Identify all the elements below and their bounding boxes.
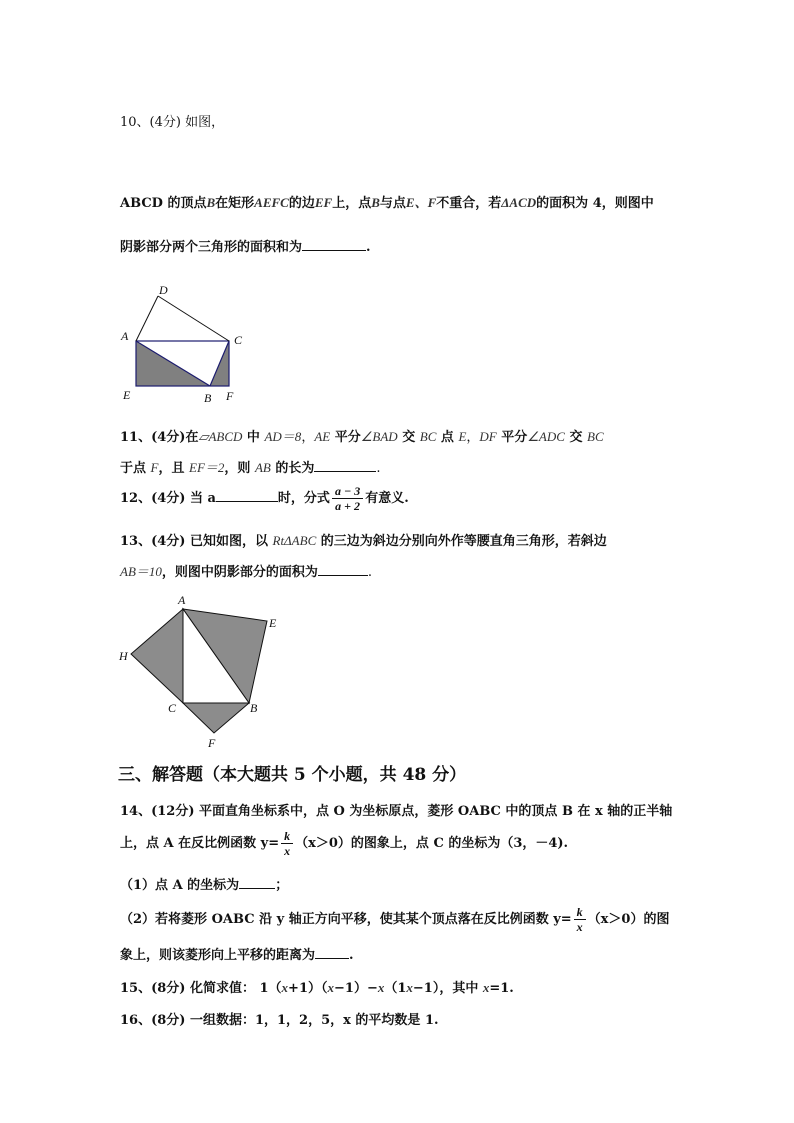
q13-line1: 13、(4分) 已知如图，以 RtΔABC 的三边为斜边分别向外作等腰直角三角形，若斜边 — [120, 533, 607, 549]
answer-blank[interactable] — [318, 563, 368, 576]
q13-line2: AB＝10，则图中阴影部分的面积为 . — [120, 564, 373, 580]
answer-blank[interactable] — [239, 876, 275, 889]
q10-label-c: C — [234, 333, 243, 347]
q13-label-c: C — [168, 701, 177, 715]
q10-line-ad — [136, 296, 158, 341]
q13-tri-ahc — [131, 609, 183, 703]
q10-label-a: A — [121, 329, 129, 343]
q10-heading: 10、(4分) 如图， — [120, 115, 225, 130]
q10-line2: 阴影部分两个三角形的面积和为 . — [120, 240, 371, 255]
q10-label-d: D — [159, 283, 168, 297]
q14-part2: （2）若将菱形 OABC 沿 y 轴正方向平移，使其某个顶点落在反比例函数 y= $\frac{k}{x}$ （x＞0）的图 — [120, 905, 670, 934]
q13-figure — [116, 590, 286, 750]
answer-blank[interactable] — [314, 459, 376, 472]
q10-line-dc — [158, 296, 229, 341]
q14-line1: 14、(12分) 平面直角坐标系中，点 O 为坐标原点，菱形 OABC 中的顶点 B 在 x 轴的正半轴 — [120, 804, 673, 819]
q10-figure — [116, 280, 256, 405]
q13-label-e: E — [269, 616, 277, 630]
q12-fraction: $\frac{a - 3}{a + 2}$ — [332, 484, 363, 513]
q13-label-f: F — [208, 736, 216, 750]
q13-tri-cfb — [183, 703, 249, 733]
q14-fraction: $\frac{k}{x}$ — [281, 829, 293, 858]
q14-line2: 上，点 A 在反比例函数 y= $\frac{k}{x}$ （x＞0）的图象上，点 C 的坐标为（3，－4). — [120, 829, 569, 858]
answer-blank[interactable] — [216, 489, 278, 502]
answer-blank[interactable] — [315, 946, 349, 959]
q13-label-h: H — [119, 649, 128, 663]
section-heading: 三、解答题（本大题共 5 个小题，共 48 分） — [118, 765, 467, 785]
q11-line2: 于点 F，且 EF＝2，则 AB 的长为 . — [120, 460, 381, 476]
q14-part2-line2: 象上，则该菱形向上平移的距离为 . — [120, 948, 354, 963]
q10-label-f: F — [226, 389, 234, 403]
q13-label-a: A — [178, 593, 186, 607]
q13-label-b: B — [250, 701, 258, 715]
q14-part1: （1）点 A 的坐标为 ； — [120, 878, 289, 893]
q15-line: 15、(8分) 化简求值： 1（x+1）（x−1）−x（1x−1），其中 x=1. — [120, 980, 514, 996]
q12-line: 12、(4分) 当 a 时，分式 $\frac{a - 3}{a + 2}$ 有意义. — [120, 484, 409, 513]
answer-blank[interactable] — [302, 238, 366, 251]
q10-label-e: E — [123, 388, 131, 402]
q11-line1: 11、(4分)在▱ABCD 中 AD＝8，AE 平分∠BAD 交 BC 点 E，DF 平分∠ADC 交 BC — [120, 429, 604, 445]
q16-line: 16、(8分) 一组数据：1，1，2，5，x 的平均数是 1. — [120, 1013, 439, 1028]
q10-label-b: B — [204, 391, 212, 405]
q10-line1: ABCD 的顶点B在矩形AEFC的边EF上，点B与点E、F不重合，若ΔACD的面积为 4，则图中 — [120, 195, 654, 211]
q14-fraction-2: $\frac{k}{x}$ — [574, 905, 586, 934]
